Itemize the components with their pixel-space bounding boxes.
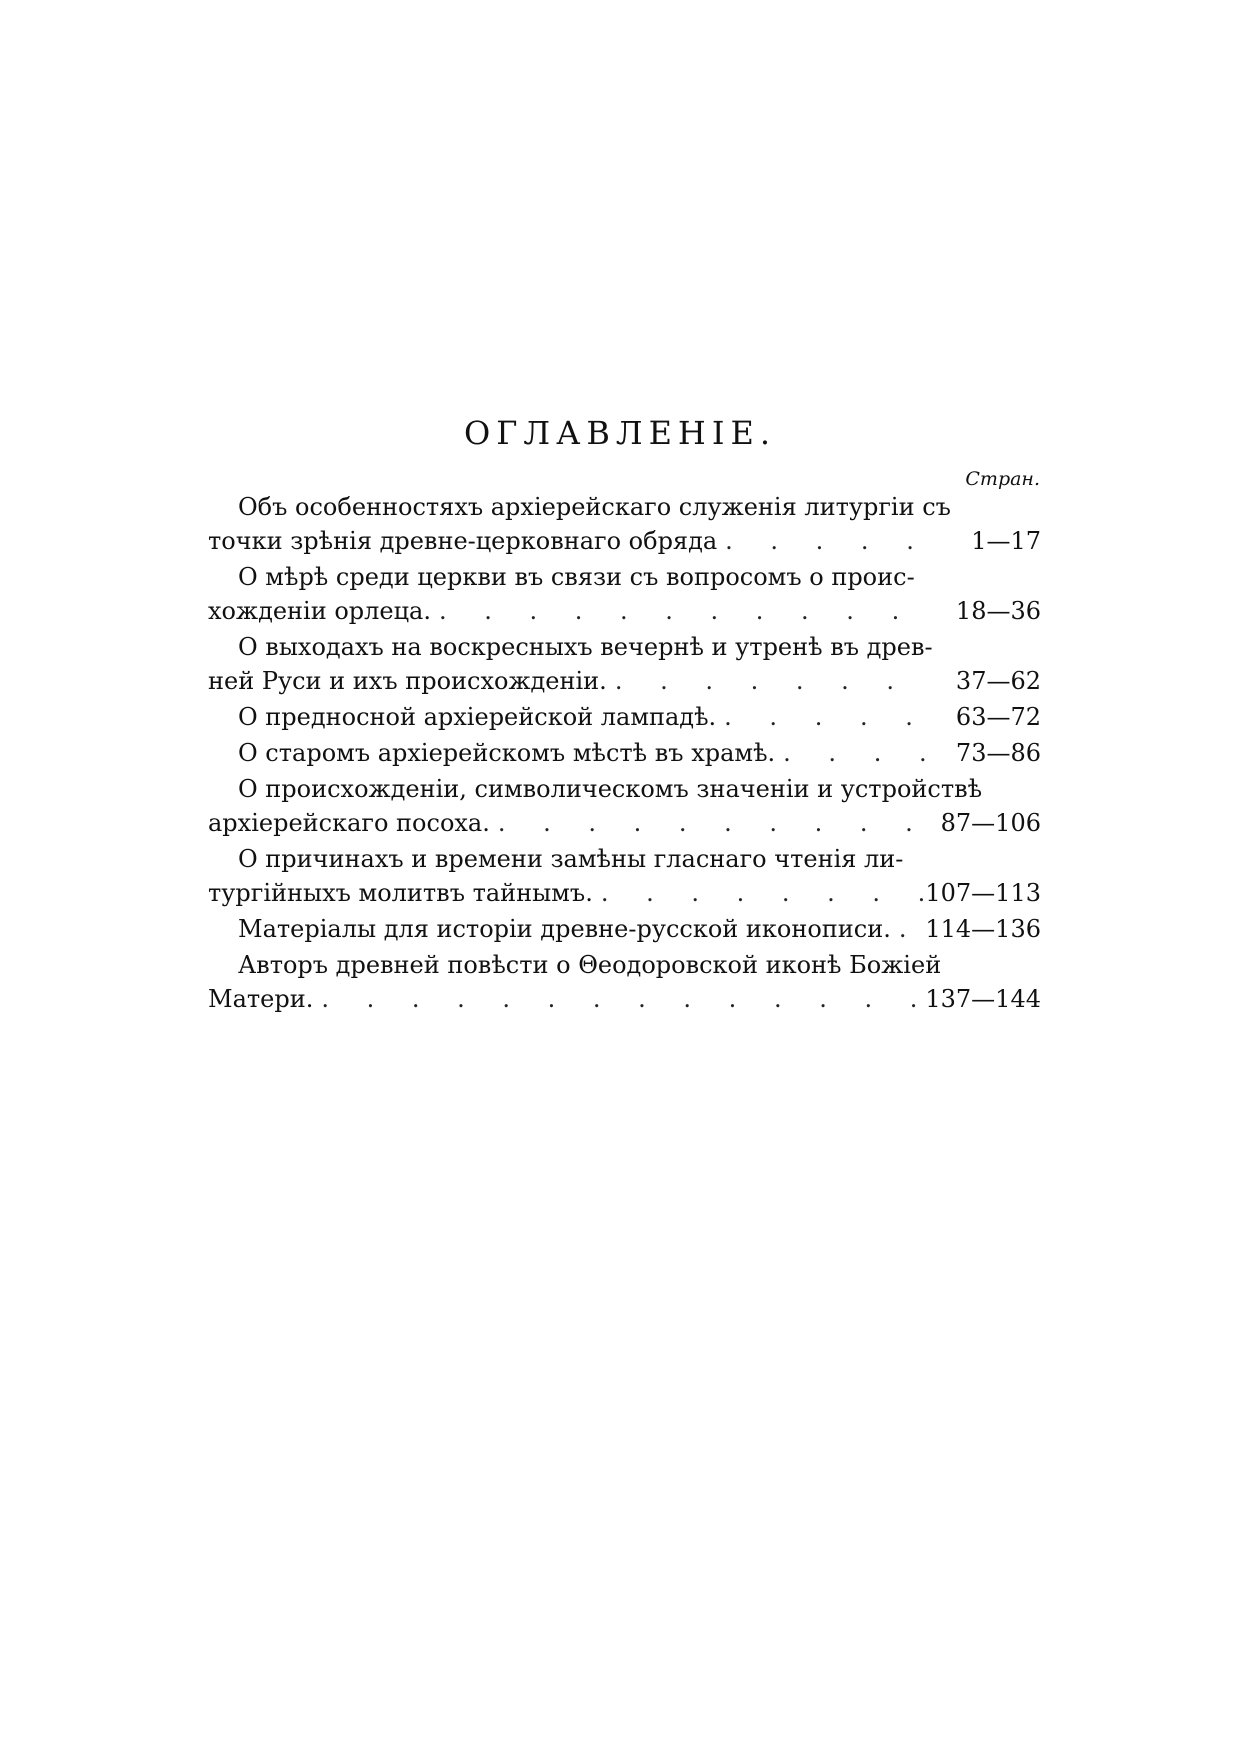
toc-entry[interactable] [208,490,1041,558]
toc-entry-pages: 114—136 [925,915,1041,943]
toc-entry-title-line: О предносной архiерейской лампадѣ. [238,703,717,731]
toc-entry-title-line: О старомъ архiерейскомъ мѣстѣ въ храмѣ. [238,739,776,767]
toc-entry[interactable] [208,736,1041,770]
toc-entry-pages: 37—62 [955,667,1041,695]
toc-entry[interactable] [208,842,1041,910]
dot-leader [775,736,926,770]
toc-entry[interactable] [208,700,1041,734]
page-title: ОГЛАВЛЕНIЕ. [463,414,776,452]
toc-entry-pages: 87—106 [940,809,1041,837]
dot-leader [716,700,926,734]
toc-entry-title-continuation: тургiйныхъ молитвъ тайнымъ. [208,879,593,907]
toc-entry-title-line: Матерiалы для исторiи древне-русской иконописи. [238,915,891,943]
toc-entry-title-continuation: Матери. [208,985,314,1013]
toc-entry-title-line: О выходахъ на воскресныхъ вечернѣ и утренѣ въ древ- [238,633,933,661]
toc-entry[interactable] [208,948,1041,1016]
toc-entry[interactable] [208,630,1041,698]
toc-entry-pages: 107—113 [925,879,1041,907]
toc-entry-pages: 137—144 [925,985,1041,1013]
toc-entry-title-line: О происхожденiи, символическомъ значенiи и устройствѣ [238,775,983,803]
page-column-label: Стран. [965,468,1040,490]
toc-entry[interactable] [208,772,1041,840]
toc-entry-title-line: О причинахъ и времени замѣны гласнаго чтенiя ли- [238,845,904,873]
toc-entry-title-continuation: ней Руси и ихъ происхожденiи. [208,667,607,695]
toc-entry-title-line: Объ особенностяхъ архiерейскаго служенiя литургiи съ [238,493,951,521]
toc-entry-title-continuation: архiерейскаго посоха. [208,809,490,837]
toc-entry-title-continuation: хожденiи орлеца. [208,597,431,625]
dot-leader [717,524,926,558]
toc-entry-pages: 1—17 [971,527,1041,555]
dot-leader [891,912,926,946]
toc-entry-pages: 63—72 [955,703,1041,731]
table-of-contents [208,490,1041,1016]
dot-leader [313,982,925,1016]
toc-entry-pages: 18—36 [955,597,1041,625]
toc-entry-title-line: О мѣрѣ среди церкви въ связи съ вопросомъ о проис- [238,563,915,591]
toc-entry-title-continuation: точки зрѣнiя древне-церковнаго обряда [208,527,718,555]
dot-leader [607,664,926,698]
dot-leader [490,806,926,840]
toc-entry[interactable] [208,912,1041,946]
dot-leader [431,594,926,628]
toc-entry[interactable] [208,560,1041,628]
toc-entry-pages: 73—86 [955,739,1041,767]
dot-leader [593,876,926,910]
toc-entry-title-line: Авторъ древней повѣсти о Θеодоровской иконѣ Божiей [238,951,942,979]
